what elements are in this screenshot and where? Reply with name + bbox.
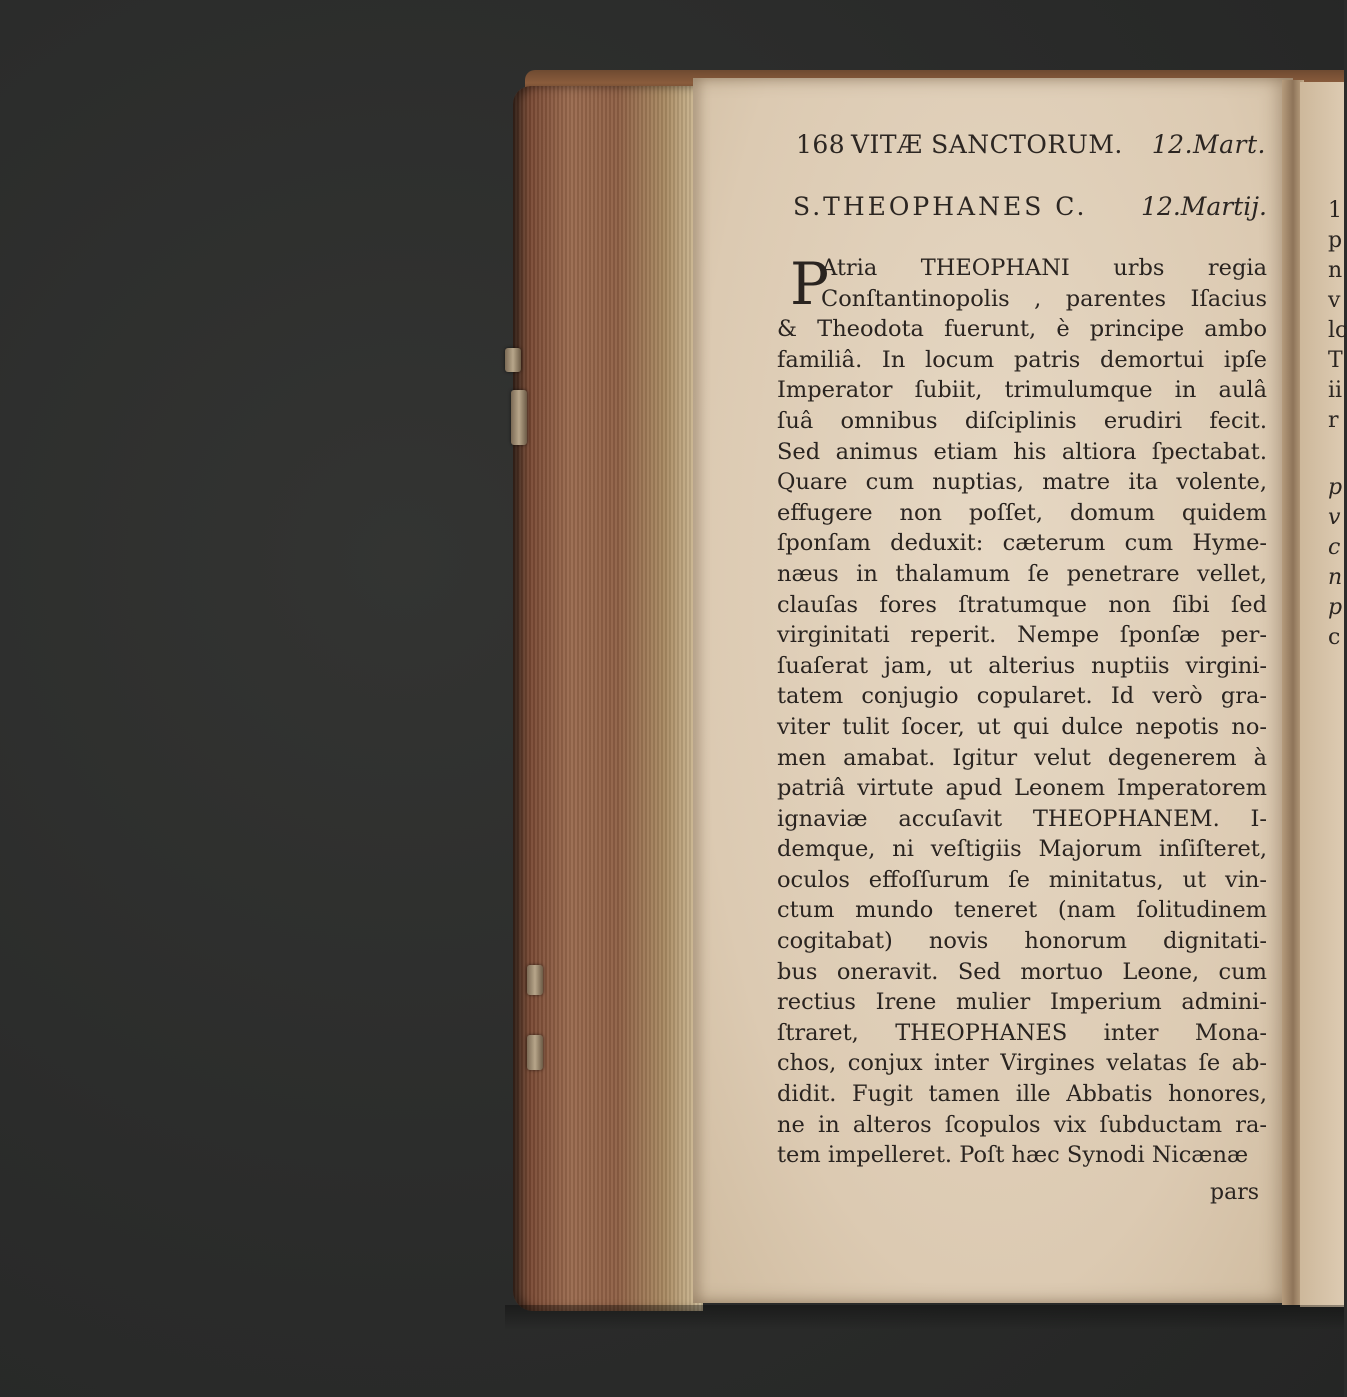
facing-page-fragment: n	[1328, 565, 1343, 590]
facing-page-fragment: r	[1328, 408, 1339, 433]
text-line: bus oneravit. Sed mortuo Leone, cum	[777, 958, 1267, 985]
text-line: demque, ni veſtigiis Majorum inſiſteret,	[777, 836, 1267, 863]
text-line: Conſtantinopolis , parentes Iſacius	[821, 285, 1267, 312]
facing-page-fragment: v	[1328, 505, 1341, 530]
text-line: viter tulit ſocer, ut qui dulce nepotis no-	[777, 713, 1267, 740]
text-line: familiâ. In locum patris demortui ipſe	[777, 346, 1267, 373]
text-line: næus in thalamum ſe penetrare vellet,	[777, 560, 1267, 587]
facing-page-fragment: p	[1328, 475, 1343, 500]
facing-page-fragment: c	[1328, 625, 1341, 650]
running-title: VITÆ SANCTORUM.	[851, 130, 1123, 159]
text-line: rectius Irene mulier Imperium admini-	[777, 989, 1267, 1016]
recto-page-edge	[1300, 82, 1347, 1307]
page-number: 168	[796, 130, 846, 159]
text-line: didit. Fugit tamen ille Abbatis honores,	[777, 1081, 1267, 1108]
facing-page-fragment: 1	[1328, 198, 1342, 223]
text-line: Imperator ſubiit, trimulumque in aulâ	[777, 377, 1267, 404]
clasp-icon	[527, 965, 543, 995]
facing-page-fragment: T	[1328, 348, 1343, 373]
facing-page-fragment: p	[1328, 228, 1343, 253]
text-line: men amabat. Igitur velut degenerem à	[777, 744, 1267, 771]
clasp-icon	[505, 348, 521, 372]
text-line: ctum mundo teneret (nam ſolitudinem	[777, 897, 1267, 924]
text-line: cogitabat) novis honorum dignitati-	[777, 928, 1267, 955]
text-line: ne in alteros ſcopulos vix ſubductam ra-	[777, 1111, 1267, 1138]
text-line: patriâ virtute apud Leonem Imperatorem	[777, 775, 1267, 802]
saint-name: S.THEOPHANES C.	[793, 192, 1088, 221]
catchword: pars	[1210, 1180, 1260, 1205]
text-line: tatem conjugio copularet. Id verò gra-	[777, 683, 1267, 710]
text-line: oculos effoſſurum ſe minitatus, ut vin-	[777, 866, 1267, 893]
text-line: Atria THEOPHANI urbs regia	[821, 255, 1267, 281]
section-heading	[793, 192, 1267, 226]
text-line: Sed animus etiam his altiora ſpectabat.	[777, 438, 1267, 465]
text-line: tem impelleret. Poſt hæc Synodi Nicænæ	[777, 1142, 1249, 1169]
facing-page-fragment: v	[1328, 288, 1341, 313]
text-line: clauſas fores ſtratumque non ſibi ſed	[777, 591, 1267, 618]
text-line: ſuâ omnibus diſciplinis erudiri fecit.	[777, 407, 1267, 434]
text-line: chos, conjux inter Virgines velatas ſe ab-	[777, 1050, 1267, 1077]
text-line: virginitati reperit. Nempe ſponſæ per-	[777, 622, 1267, 649]
page-fore-edge	[513, 86, 703, 1311]
running-head	[796, 130, 1266, 164]
facing-page-fragment: c	[1328, 535, 1341, 560]
clasp-icon	[511, 390, 527, 445]
text-line: ſponſam deduxit: cæterum cum Hyme-	[777, 530, 1267, 557]
book-shadow	[505, 1305, 1344, 1330]
text-line: effugere non poſſet, domum quidem	[777, 499, 1267, 526]
clasp-icon	[527, 1035, 543, 1070]
text-line: ſtraret, THEOPHANES inter Mona-	[777, 1019, 1267, 1046]
body-text	[777, 250, 1267, 1171]
text-line: Quare cum nuptias, matre ita volente,	[777, 469, 1267, 496]
drop-cap: P	[790, 250, 830, 318]
facing-page-fragment: ii	[1328, 378, 1343, 403]
facing-page-fragment: n	[1328, 258, 1343, 283]
text-line: ignaviæ accuſavit THEOPHANEM. I-	[777, 805, 1267, 832]
feast-date: 12.Martij.	[1141, 192, 1267, 221]
text-line: & Theodota fuerunt, è principe ambo	[777, 316, 1267, 343]
running-date: 12.Mart.	[1151, 130, 1266, 159]
text-line: ſuaſerat jam, ut alterius nuptiis virgini-	[777, 652, 1267, 679]
facing-page-fragment: p	[1328, 595, 1343, 620]
facing-page-fragment: lc	[1328, 318, 1347, 343]
